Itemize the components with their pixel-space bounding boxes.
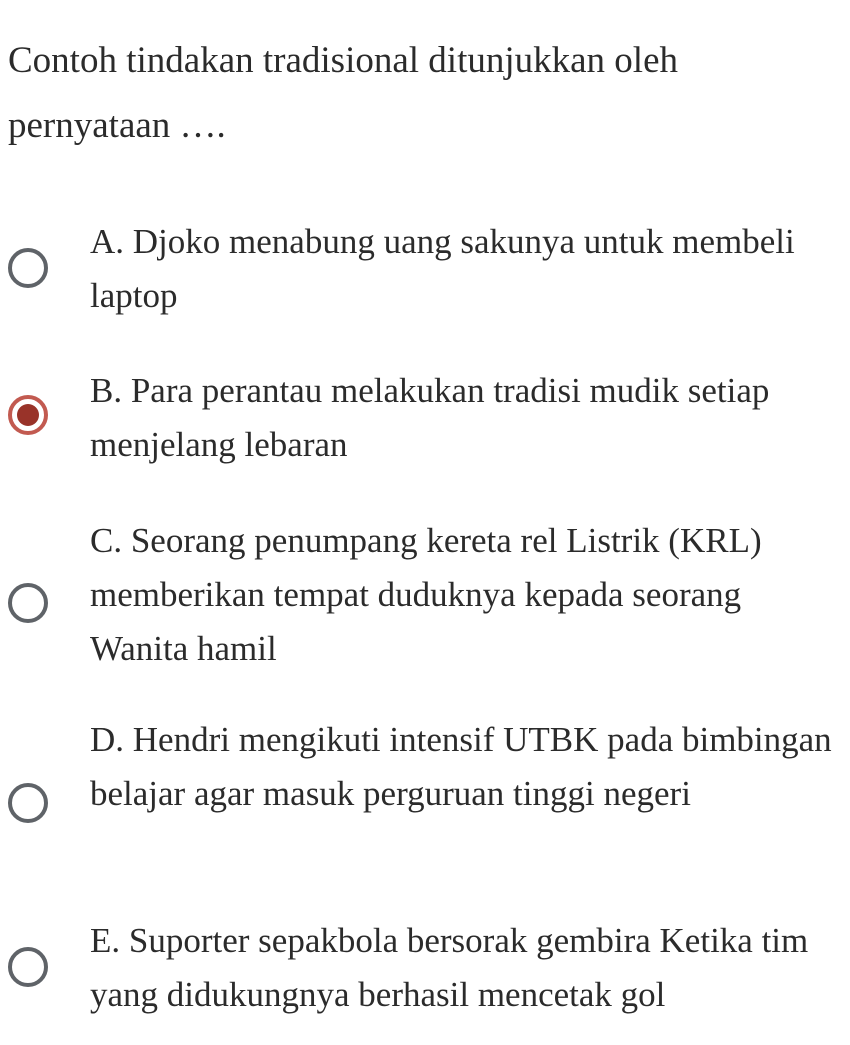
radio-option-e[interactable] <box>8 947 48 987</box>
option-e[interactable] <box>0 914 850 1024</box>
radio-option-c[interactable] <box>8 583 48 623</box>
radio-selected-dot <box>17 404 39 426</box>
option-c[interactable] <box>0 514 850 679</box>
option-e-label: E. Suporter sepakbola bersorak gembira Ketika tim yang didukungnya berhasil mencetak gol <box>90 921 809 1014</box>
radio-option-a[interactable] <box>8 248 48 288</box>
option-b[interactable] <box>0 364 850 474</box>
radio-option-b[interactable] <box>8 395 48 435</box>
option-a[interactable] <box>0 215 850 325</box>
option-d-label: D. Hendri mengikuti intensif UTBK pada bimbingan belajar agar masuk perguruan tinggi negeri <box>90 720 832 813</box>
option-b-label: B. Para perantau melakukan tradisi mudik setiap menjelang lebaran <box>90 371 770 464</box>
option-d[interactable] <box>0 713 850 878</box>
option-c-label: C. Seorang penumpang kereta rel Listrik (KRL) memberikan tempat duduknya kepada seorang Wanita hamil <box>90 521 762 668</box>
option-a-label: A. Djoko menabung uang sakunya untuk membeli laptop <box>90 222 795 315</box>
question-text: Contoh tindakan tradisional ditunjukkan oleh pernyataan …. <box>8 40 679 146</box>
radio-option-d[interactable] <box>8 783 48 823</box>
